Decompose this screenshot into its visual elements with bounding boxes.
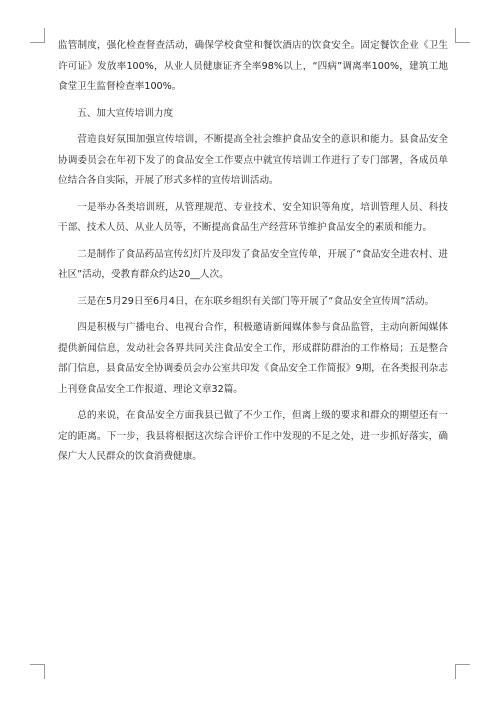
document-body bbox=[58, 36, 448, 474]
paragraph-item-1: 一是举办各类培训班，从管理规范、专业技术、安全知识等角度，培训管理人员、科技干部、技术人员、从业人员等，不断提高食品生产经营环节维护食品安全的素质和能力。 bbox=[58, 201, 448, 233]
paragraph-item-3: 三是在5月29日至6月4日，在东联乡组织有关部门等开展了“食品安全宣传周”活动。 bbox=[77, 295, 435, 307]
paragraph-item-2: 二是制作了食品药品宣传幻灯片及印发了食品安全宣传单，开展了“食品安全进农村、进社区”活动，受教育群众约达20__人次。 bbox=[58, 248, 448, 280]
crop-mark-top-right bbox=[455, 28, 470, 43]
paragraph-item-4: 四是积极与广播电台、电视台合作，积极邀请新闻媒体参与食品监管，主动向新闻媒体提供新闻信息，发动社会各界共同关注食品安全工作，形成群防群治的工作格局；五是整合部门信息，县食品安全协调委员会办公室共印发《食品安全工作简报》9期，在各类报刊杂志上刊登食品安全工作报道、理论文章32篇。 bbox=[58, 322, 448, 395]
crop-mark-bottom-left bbox=[30, 664, 45, 679]
crop-mark-bottom-right bbox=[455, 664, 470, 679]
paragraph-continuation: 监管制度，强化检查督查活动，确保学校食堂和餐饮酒店的饮食安全。固定餐饮企业《卫生许可证》发放率100%，从业人员健康证齐全率98%以上，“四病”调离率100%，建筑工地食堂卫生监督检查率100%。 bbox=[58, 40, 448, 92]
paragraph-summary: 总的来说，在食品安全方面我县已做了不少工作，但离上级的要求和群众的期望还有一定的距离。下一步，我县将根据这次综合评价工作中发现的不足之处，进一步抓好落实，确保广大人民群众的饮食消费健康。 bbox=[58, 410, 448, 462]
paragraph-intro: 营造良好氛围加强宣传培训，不断提高全社会维护食品安全的意识和能力。县食品安全协调委员会在年初下发了的食品安全工作要点中就宣传培训工作进行了专门部署，各成员单位结合各自实际，开展了形式多样的宣传培训活动。 bbox=[58, 134, 448, 186]
section-heading: 五、加大宣传培训力度 bbox=[77, 107, 174, 119]
crop-mark-top-left bbox=[30, 28, 45, 43]
